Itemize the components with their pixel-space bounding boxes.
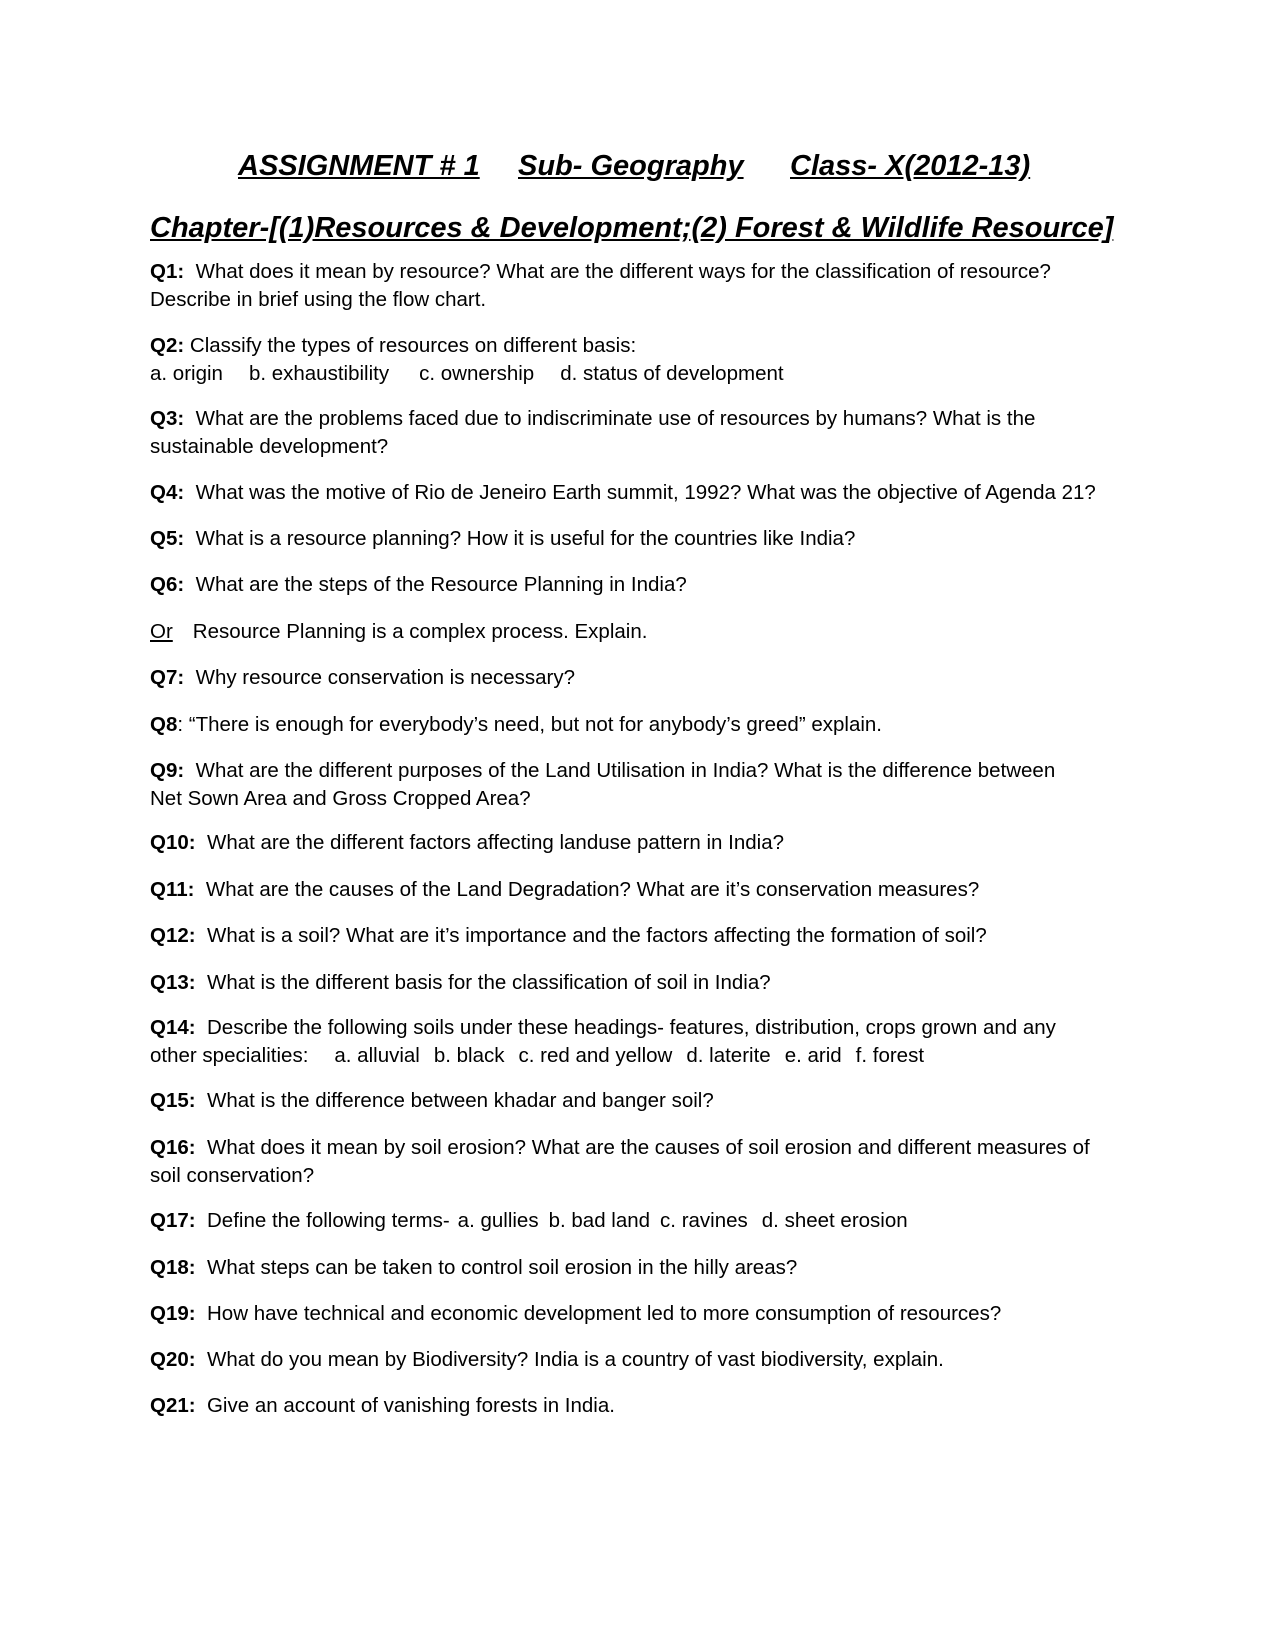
option: f. forest — [855, 1044, 925, 1067]
subject-label: Sub- Geography — [518, 150, 744, 182]
question-q6 — [150, 571, 1150, 599]
question-label: Q8 — [150, 713, 178, 736]
question-q9 — [150, 757, 1150, 813]
question-label: Q20: — [150, 1348, 196, 1371]
question-q12 — [150, 922, 1150, 950]
option: b. black — [433, 1044, 505, 1067]
question-label: Q3: — [150, 407, 185, 430]
question-label: Q18: — [150, 1256, 196, 1279]
question-q19 — [150, 1300, 1150, 1328]
question-q6-alternative — [150, 618, 1150, 646]
question-label: Q5: — [150, 527, 185, 550]
assignment-number: ASSIGNMENT # 1 — [238, 150, 480, 182]
option: e. arid — [784, 1044, 842, 1067]
question-q17 — [150, 1207, 1150, 1235]
question-q4 — [150, 479, 1150, 507]
option: a. alluvial — [334, 1044, 420, 1067]
option: c. red and yellow — [518, 1044, 673, 1067]
question-text-cont: soil conservation? — [150, 1164, 315, 1187]
question-q2 — [150, 332, 1150, 388]
question-label: Q14: — [150, 1016, 196, 1039]
question-text-cont: Net Sown Area and Gross Cropped Area? — [150, 787, 531, 810]
option: d. sheet erosion — [761, 1209, 908, 1232]
question-text: What is the difference between khadar and banger soil? — [206, 1089, 714, 1112]
question-text: How have technical and economic development led to more consumption of resources? — [206, 1302, 1002, 1325]
chapter-heading: Chapter-[(1)Resources & Development;(2) Forest & Wildlife Resource] — [150, 212, 1114, 244]
question-label: Q7: — [150, 666, 185, 689]
question-q14 — [150, 1014, 1150, 1070]
question-text: Why resource conservation is necessary? — [195, 666, 576, 689]
option: b. bad land — [548, 1209, 651, 1232]
question-q13 — [150, 969, 1150, 997]
question-q16 — [150, 1134, 1150, 1190]
question-label: Q9: — [150, 759, 185, 782]
option: a. origin — [150, 362, 223, 385]
question-text: Describe the following soils under these headings- features, distribution, crops grown and any — [206, 1016, 1056, 1039]
question-text: What are the different purposes of the Land Utilisation in India? What is the difference between — [195, 759, 1056, 782]
question-text-cont: other specialities: — [150, 1044, 309, 1067]
question-q5 — [150, 525, 1150, 553]
question-text: Define the following terms- — [206, 1209, 450, 1232]
question-text: Resource Planning is a complex process. Explain. — [192, 620, 648, 643]
option: b. exhaustibility — [248, 362, 390, 385]
question-label: Q6: — [150, 573, 185, 596]
question-label: Q17: — [150, 1209, 196, 1232]
question-label: Q2: — [150, 334, 185, 357]
question-q15 — [150, 1087, 1150, 1115]
assignment-title — [0, 150, 1275, 190]
or-label: Or — [150, 620, 173, 643]
question-text: What do you mean by Biodiversity? India is a country of vast biodiversity, explain. — [206, 1348, 944, 1371]
question-text: What was the motive of Rio de Jeneiro Earth summit, 1992? What was the objective of Agenda 21? — [195, 481, 1096, 504]
question-q8 — [150, 711, 1150, 739]
question-text: What are the different factors affecting landuse pattern in India? — [206, 831, 785, 854]
question-label: Q15: — [150, 1089, 196, 1112]
option: d. laterite — [686, 1044, 771, 1067]
question-text: What is a soil? What are it’s importance and the factors affecting the formation of soil? — [206, 924, 987, 947]
question-q11 — [150, 876, 1150, 904]
question-text: What does it mean by resource? What are the different ways for the classification of resource? — [195, 260, 1051, 283]
option: c. ravines — [660, 1209, 748, 1232]
question-q10 — [150, 829, 1150, 857]
question-label: Q10: — [150, 831, 196, 854]
question-label: Q13: — [150, 971, 196, 994]
question-q7 — [150, 664, 1150, 692]
option: d. status of development — [560, 362, 784, 385]
question-text: What is the different basis for the classification of soil in India? — [206, 971, 771, 994]
question-text-cont: Describe in brief using the flow chart. — [150, 288, 487, 311]
option: a. gullies — [457, 1209, 539, 1232]
question-label: Q21: — [150, 1394, 196, 1417]
question-text: What steps can be taken to control soil erosion in the hilly areas? — [206, 1256, 798, 1279]
question-label: Q16: — [150, 1136, 196, 1159]
question-label: Q1: — [150, 260, 185, 283]
question-text: What does it mean by soil erosion? What are the causes of soil erosion and different measures of — [206, 1136, 1090, 1159]
question-label: Q4: — [150, 481, 185, 504]
class-label: Class- X(2012-13) — [790, 150, 1031, 182]
question-q1 — [150, 258, 1150, 314]
question-label: Q11: — [150, 878, 195, 901]
option: c. ownership — [419, 362, 535, 385]
question-text: Give an account of vanishing forests in India. — [206, 1394, 615, 1417]
question-text: : “There is enough for everybody’s need, but not for anybody’s greed” explain. — [177, 713, 883, 736]
question-q20 — [150, 1346, 1150, 1374]
question-q21 — [150, 1392, 1150, 1420]
question-text: What are the problems faced due to indiscriminate use of resources by humans? What is the — [195, 407, 1036, 430]
question-label: Q19: — [150, 1302, 196, 1325]
question-text: What are the causes of the Land Degradation? What are it’s conservation measures? — [205, 878, 980, 901]
question-text: What is a resource planning? How it is useful for the countries like India? — [195, 527, 856, 550]
question-text: Classify the types of resources on different basis: — [189, 334, 637, 357]
question-text: What are the steps of the Resource Planning in India? — [195, 573, 687, 596]
question-q18 — [150, 1254, 1150, 1282]
question-q3 — [150, 405, 1150, 461]
question-text-cont: sustainable development? — [150, 435, 389, 458]
question-label: Q12: — [150, 924, 196, 947]
